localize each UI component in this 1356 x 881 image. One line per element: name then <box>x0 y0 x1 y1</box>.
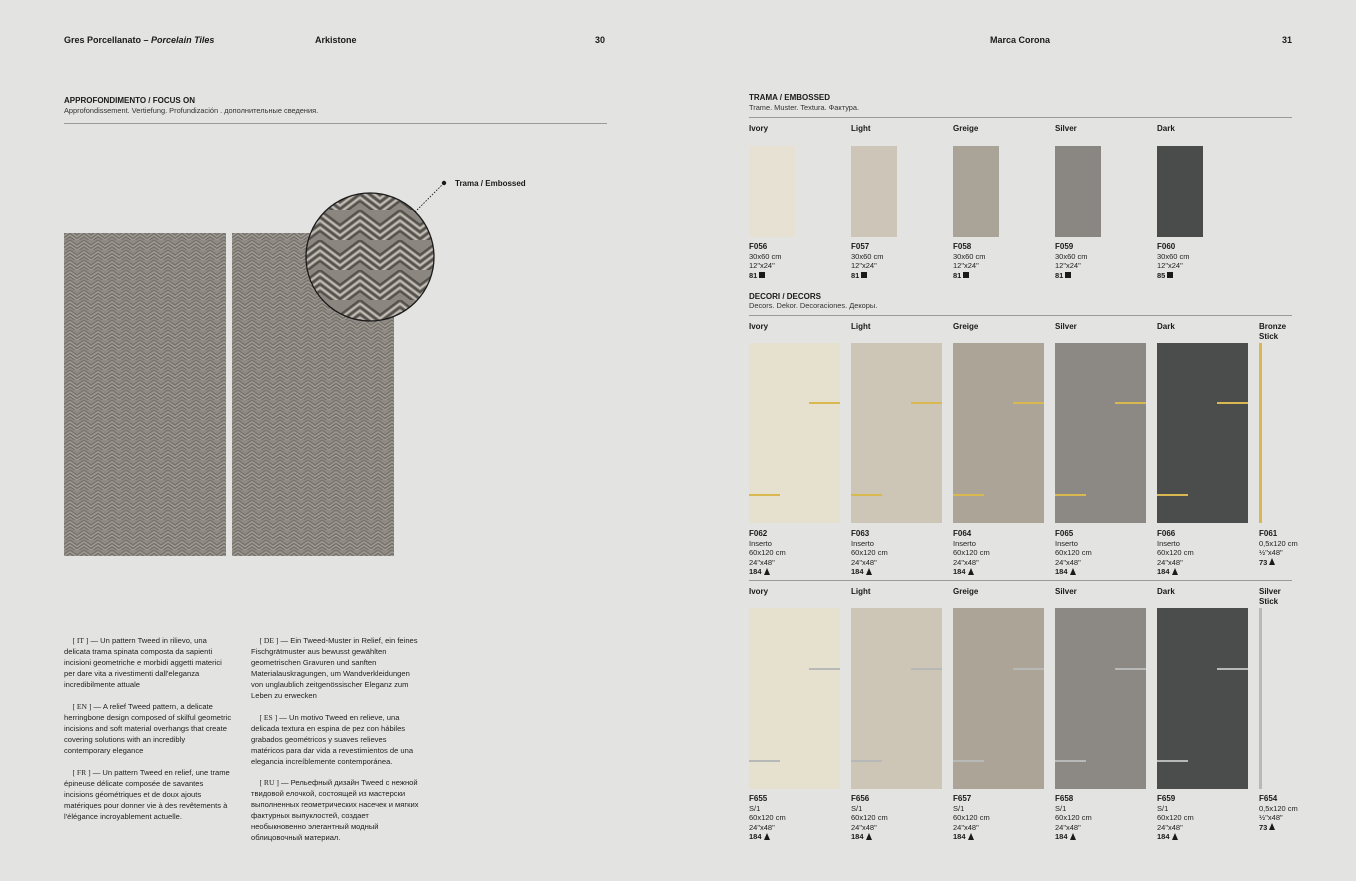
inlay-strip-lower <box>953 760 984 762</box>
tile-photo-1 <box>64 233 226 556</box>
decor1-col-greige: Greige <box>953 322 979 331</box>
pallet-triangle-icon <box>1269 823 1275 830</box>
bronze-stick-swatch <box>1259 343 1262 523</box>
decor-item-info: F063 Inserto 60x120 cm 24"x48" 184 <box>851 529 888 576</box>
inlay-strip-upper <box>1115 668 1146 670</box>
trama-item-info: F058 30x60 cm 12"x24" 81 <box>953 242 986 280</box>
decor-tile <box>1157 608 1248 789</box>
brand-left: Arkistone <box>315 35 357 45</box>
stick-item-info: F061 0,5x120 cm ½"x48" 73 <box>1259 529 1298 567</box>
decor-tile <box>1055 343 1146 523</box>
pallet-square-icon <box>759 272 765 278</box>
inlay-strip-upper <box>1013 402 1044 404</box>
decor-item-info: F655 S/1 60x120 cm 24"x48" 184 <box>749 794 786 841</box>
inlay-strip-upper <box>809 402 840 404</box>
decor-tile <box>953 608 1044 789</box>
trama-item-info: F060 30x60 cm 12"x24" 85 <box>1157 242 1190 280</box>
pallet-triangle-icon <box>1070 568 1076 575</box>
decor-tile <box>953 343 1044 523</box>
pallet-square-icon <box>1167 272 1173 278</box>
pallet-triangle-icon <box>1172 568 1178 575</box>
description-en: [ EN ] — A relief Tweed pattern, a delicate herringbone design composed of skilful geometric incisions and soft material overhangs that create covering solutions with an incredibly contemporary elegance <box>64 702 232 755</box>
description-de: [ DE ] — Ein Tweed-Muster in Relief, ein feines Fischgrätmuster aus bewusst gewählten geometrischen Gravuren und sanften Materialauskragungen, um Wandverkleidungen von unglaublich zeitgenössischer Eleganz zum Leben zu erwecken <box>251 636 418 700</box>
focus-subtitle: Approfondissement. Vertiefung. Profundización . дополнительные сведения. <box>64 106 319 115</box>
decor-item-info: F658 S/1 60x120 cm 24"x48" 184 <box>1055 794 1092 841</box>
trama-col-silver: Silver <box>1055 124 1077 133</box>
trama-col-ivory: Ivory <box>749 124 769 133</box>
inlay-strip-lower <box>1157 760 1188 762</box>
trama-item-info: F059 30x60 cm 12"x24" 81 <box>1055 242 1088 280</box>
trama-col-dark: Dark <box>1157 124 1175 133</box>
trama-swatch <box>749 146 795 237</box>
description-it: [ IT ] — Un pattern Tweed in rilievo, una delicata trama spinata composta da sapienti incisioni geometriche e morbidi aggetti materici per dare vita a rivestimenti dall'eleganza incredibilmente attuale <box>64 636 222 689</box>
page-number-left: 30 <box>595 35 606 45</box>
pallet-triangle-icon <box>764 833 770 840</box>
decor1-col-stick: Bronze Stick <box>1259 322 1287 341</box>
stick-item-info: F654 0,5x120 cm ½"x48" 73 <box>1259 794 1298 832</box>
inlay-strip-lower <box>851 494 882 496</box>
inlay-strip-upper <box>809 668 840 670</box>
pallet-triangle-icon <box>968 833 974 840</box>
decor-tile <box>749 343 840 523</box>
trama-col-greige: Greige <box>953 124 979 133</box>
inlay-strip-lower <box>851 760 882 762</box>
trama-item-info: F056 30x60 cm 12"x24" 81 <box>749 242 782 280</box>
decor2-col-ivory: Ivory <box>749 587 769 596</box>
pallet-triangle-icon <box>1070 833 1076 840</box>
inlay-strip-upper <box>1217 402 1248 404</box>
trama-rule <box>749 117 1292 118</box>
inlay-strip-lower <box>1055 760 1086 762</box>
tile-illustration <box>0 0 620 600</box>
trama-swatch <box>953 146 999 237</box>
page-number-right: 31 <box>1282 35 1293 45</box>
pallet-triangle-icon <box>1269 558 1275 565</box>
decor-item-info: F066 Inserto 60x120 cm 24"x48" 184 <box>1157 529 1194 576</box>
decor1-col-dark: Dark <box>1157 322 1175 331</box>
decor1-col-light: Light <box>851 322 871 331</box>
decor-item-info: F065 Inserto 60x120 cm 24"x48" 184 <box>1055 529 1092 576</box>
pallet-square-icon <box>1065 272 1071 278</box>
inlay-strip-upper <box>1217 668 1248 670</box>
decor-item-info: F064 Inserto 60x120 cm 24"x48" 184 <box>953 529 990 576</box>
decori-rule <box>749 315 1292 316</box>
inlay-strip-upper <box>911 668 942 670</box>
decori-row-divider <box>749 580 1292 581</box>
inlay-strip-lower <box>749 760 780 762</box>
decor-item-info: F659 S/1 60x120 cm 24"x48" 184 <box>1157 794 1194 841</box>
pallet-triangle-icon <box>866 568 872 575</box>
callout-dot <box>442 181 446 185</box>
decor1-col-silver: Silver <box>1055 322 1077 331</box>
inlay-strip-upper <box>911 402 942 404</box>
decor-tile <box>1157 343 1248 523</box>
pallet-triangle-icon <box>764 568 770 575</box>
inlay-strip-lower <box>1055 494 1086 496</box>
trama-swatch <box>1157 146 1203 237</box>
trama-subtitle: Trame. Muster. Textura. Фактура. <box>749 103 860 112</box>
decor-tile <box>851 343 942 523</box>
silver-stick-swatch <box>1259 608 1262 789</box>
description-es: [ ES ] — Un motivo Tweed en relieve, una delicada textura en espina de pez con hábiles grabados geométricos y suaves relieves matéricos para dar vida a revestimientos de una elegancia increíblemente contemporánea. <box>251 713 414 766</box>
inlay-strip-upper <box>1115 402 1146 404</box>
callout-label: Trama / Embossed <box>455 179 526 188</box>
description-fr: [ FR ] — Un pattern Tweed en relief, une trame épineuse délicate composée de savantes incisions géométriques et de doux ajouts matériques pour donner vie à des revêtements à l'élégance incroyablement actuelle. <box>64 768 230 821</box>
inlay-strip-lower <box>953 494 984 496</box>
pallet-square-icon <box>861 272 867 278</box>
decor2-col-greige: Greige <box>953 587 979 596</box>
decor1-col-ivory: Ivory <box>749 322 769 331</box>
trama-col-light: Light <box>851 124 871 133</box>
decor-item-info: F062 Inserto 60x120 cm 24"x48" 184 <box>749 529 786 576</box>
running-title: Gres Porcellanato – Porcelain Tiles <box>64 35 215 45</box>
trama-swatch <box>851 146 897 237</box>
decor-item-info: F657 S/1 60x120 cm 24"x48" 184 <box>953 794 990 841</box>
trama-title: TRAMA / EMBOSSED <box>749 93 831 102</box>
decor-tile <box>749 608 840 789</box>
trama-swatch <box>1055 146 1101 237</box>
inlay-strip-lower <box>1157 494 1188 496</box>
inlay-strip-lower <box>749 494 780 496</box>
decori-title: DECORI / DECORS <box>749 292 822 301</box>
pallet-triangle-icon <box>1172 833 1178 840</box>
trama-item-info: F057 30x60 cm 12"x24" 81 <box>851 242 884 280</box>
decor-tile <box>1055 608 1146 789</box>
decor2-col-stick: Silver Stick <box>1259 587 1281 606</box>
pallet-triangle-icon <box>968 568 974 575</box>
decori-subtitle: Decors. Dekor. Decoraciones. Декоры. <box>749 301 878 310</box>
inlay-strip-upper <box>1013 668 1044 670</box>
pallet-triangle-icon <box>866 833 872 840</box>
callout-line <box>415 183 444 212</box>
decor2-col-silver: Silver <box>1055 587 1077 596</box>
decor-item-info: F656 S/1 60x120 cm 24"x48" 184 <box>851 794 888 841</box>
brand-right: Marca Corona <box>990 35 1051 45</box>
description-ru: [ RU ] — Рельефный дизайн Tweed с нежной твидовой елочкой, состоящей из мастерски выполненных геометрических насечек и мягких фактурных выпуклостей, создает необыкновенно элегантный модный облицовочный материал. <box>251 778 419 842</box>
focus-title: APPROFONDIMENTO / FOCUS ON <box>64 96 195 105</box>
decor2-col-dark: Dark <box>1157 587 1175 596</box>
decor-tile <box>851 608 942 789</box>
pallet-square-icon <box>963 272 969 278</box>
decor2-col-light: Light <box>851 587 871 596</box>
